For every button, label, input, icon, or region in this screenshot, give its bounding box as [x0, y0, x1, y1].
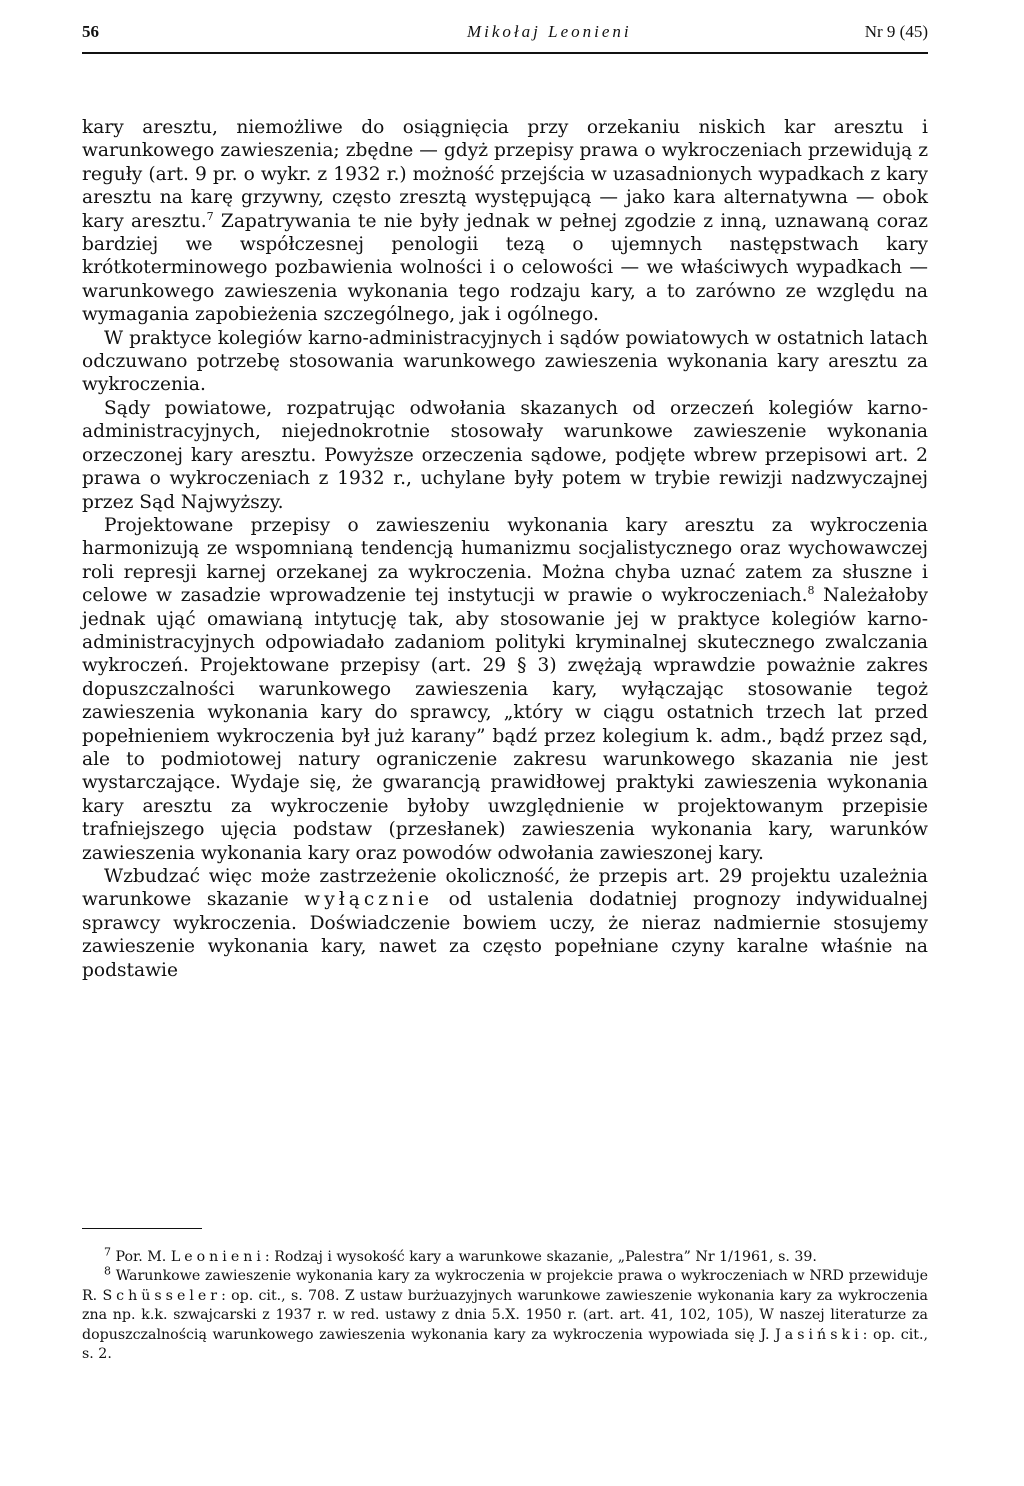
paragraph-3: Sądy powiatowe, rozpatrując odwołania skazanych od orzeczeń kolegiów karno-administracyjnych, niejednokrotnie stosowały warunkowe zawieszenie wykonania orzeczonej kary aresztu. Powyższe orzeczenia sądowe, podjęte wbrew przepisowi art. 2 prawa o wykroczeniach z 1932 r., uchylane były potem w trybie rewizji nadzwyczajnej przez Sąd Najwyższy.: [82, 397, 928, 513]
footnote-ref-8: 8: [807, 583, 815, 597]
paragraph-4: Projektowane przepisy o zawieszeniu wykonania kary aresztu za wykroczenia harmonizują ze wspomnianą tendencją humanizmu socjalistycznego oraz wychowawczej roli represji karnej orzekanej za wykroczenia. Można chyba uznać zatem za słuszne i celowe w zasadzie wprowadzenie tej instytucji w prawie o wykroczeniach.$^8$ Należałoby jednak ująć omawianą intytucję tak, aby stosowanie jej w praktyce kolegiów karno-administracyjnych odpowiadało zadaniom polityki kryminalnej skutecznego zwalczania wykroczeń. Projektowane przepisy (art. 29 § 3) zwężają wprawdzie poważnie zakres dopuszczalności warunkowego zawieszenia kary, wyłączając stosowanie tegoż zawieszenia wykonania kary do sprawcy, „który w ciągu ostatnich trzech lat przed popełnieniem wykroczenia był już karany” bądź przez kolegium k. adm., bądź przez sąd, ale to podmiotowej natury ograniczenie zakresu warunkowego skazania nie jest wystarczające. Wydaje się, że gwarancją prawidłowej praktyki zawieszenia wykonania kary aresztu za wykroczenie byłoby uwzględnienie w projektowanym przepisie trafniejszego ujęcia podstaw (przesłanek) zawieszenia wykonania kary, warunków zawieszenia wykonania kary oraz powodów odwołania zawieszonej kary.: [82, 514, 929, 864]
footnote-8: $^8$ Warunkowe zawieszenie wykonania kary za wykroczenia w projekcie prawa o wykroczeniach w NRD przewiduje R. Schüsseler: op. cit., s. 708. Z ustaw burżuazyjnych warunkowe zawieszenie wykonania kary za wykroczenia zna np. k.k. szwajcarski z 1937 r. w red. ustawy z dnia 5.X. 1950 r. (art. art. 41, 102, 105), W naszej literaturze za dopuszczalnością warunkowego zawieszenia wykonania kary za wykroczenia wypowiada się J. Jasiński: op. cit., s. 2.: [82, 1264, 929, 1363]
running-author: Mikołaj Leonieni: [467, 22, 632, 41]
footnote-rule: [82, 1228, 202, 1229]
cited-author: Jasiński: [775, 1326, 863, 1343]
footnote-7: $^7$ Por. M. Leonieni: Rodzaj i wysokość kary a warunkowe skazanie, „Palestra” Nr 1/1961, s. 39.: [104, 1245, 817, 1265]
paragraph-5: Wzbudzać więc może zastrzeżenie okoliczność, że przepis art. 29 projektu uzależnia warunkowe skazanie wyłącznie od ustalenia dodatniej prognozy indywidualnej sprawcy wykroczenia. Doświadczenie bowiem uczy, że nieraz nadmiernie stosujemy zawieszenie wykonania kary, nawet za często popełniane czyny karalne właśnie na podstawie: [82, 866, 928, 981]
issue-number: Nr 9 (45): [864, 22, 928, 41]
cited-author: Schüsseler: [102, 1287, 222, 1304]
page-number: 56: [82, 22, 99, 41]
running-header: [82, 22, 928, 46]
body-text: [82, 116, 928, 982]
footnotes: [82, 1245, 929, 1364]
footnote-ref-7: 7: [206, 209, 214, 223]
header-rule: [82, 52, 928, 54]
paragraph-2: W praktyce kolegiów karno-administracyjnych i sądów powiatowych w ostatnich latach odczuwano potrzebę stosowania warunkowego zawieszenia wykonania kary aresztu za wykroczenia.: [82, 327, 928, 396]
paragraph-1: kary aresztu, niemożliwe do osiągnięcia przy orzekaniu niskich kar aresztu i warunkowego zawieszenia; zbędne — gdyż przepisy prawa o wykroczeniach przewidują z reguły (art. 9 pr. o wykr. z 1932 r.) możność przejścia w uzasadnionych wypadkach z kary aresztu na karę grzywny, często zresztą występującą — jako kara alternatywna — obok kary aresztu.$^7$ Zapatrywania te nie były jednak w pełnej zgodzie z inną, uznawaną coraz bardziej we współczesnej penologii tezą o ujemnych następstwach kary krótkoterminowego pozbawienia wolności i o celowości — we właściwych wypadkach — warunkowego zawieszenia wykonania tego rodzaju kary, a to zarówno ze względu na wymagania zapobieżenia szczególnego, jak i ogólnego.: [82, 117, 928, 326]
cited-author: Leonieni: [170, 1249, 265, 1265]
spaced-emphasis: wyłącznie: [304, 889, 433, 911]
